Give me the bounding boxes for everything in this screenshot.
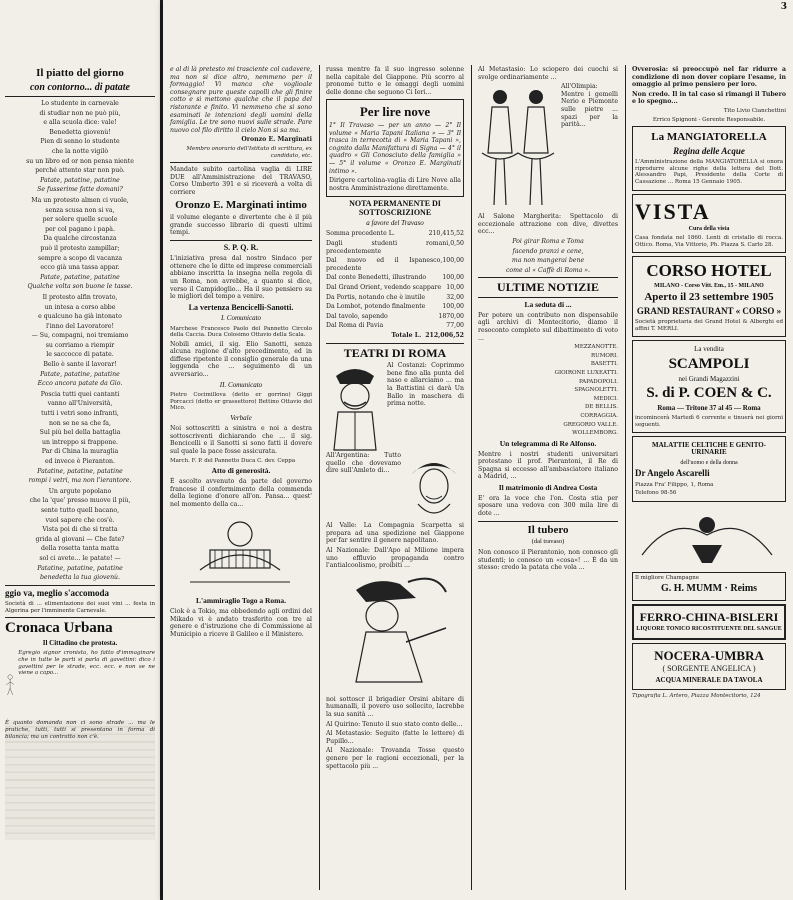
column-rule bbox=[625, 65, 626, 890]
speaker-sign: RUMORI. bbox=[591, 352, 618, 359]
poem-line: Par di China la muraglia bbox=[41, 448, 119, 456]
tubero-title: Il tubero bbox=[527, 523, 569, 536]
typography-credit: Tipografia L. Artero, Piazza Montecitorio, 124 bbox=[632, 693, 761, 700]
divider bbox=[478, 521, 618, 522]
poem-line: Ma un protesto almen ci vuole, bbox=[31, 196, 129, 204]
speaker-sign: PAPADOPOLI. bbox=[578, 378, 618, 385]
ad-title: La MANGIATORELLA bbox=[651, 131, 767, 144]
row-amount: 1870,00 bbox=[438, 312, 464, 320]
poem-line: sol ci avete... le patate! — bbox=[39, 554, 121, 562]
row-label: Dal nuovo ed il Ispanesco, precedente bbox=[326, 257, 443, 272]
ad-tagline: ACQUA MINERALE DA TAVOLA bbox=[655, 675, 763, 684]
matrimonio-text: E' ora la voce che l'on. Costa stia per sposare una vedova con 300 mila lire di dote ... bbox=[478, 494, 618, 518]
row-label: Dal Roma di Pavia bbox=[326, 322, 384, 330]
poem-line: di studiar non ne può più, bbox=[39, 109, 121, 117]
ad-title: CORSO HOTEL bbox=[646, 261, 772, 281]
ad-title: VISTA bbox=[635, 198, 711, 224]
cronaca-text-continued bbox=[5, 720, 155, 840]
poem-line: sempre a scopo di vacanza bbox=[37, 254, 123, 262]
book-subtitle: il volume elegante e divertente che è il più grande successo librario di questi ultimi tempi. bbox=[170, 214, 312, 237]
speaker-sign: MEZZANOTTE. bbox=[574, 344, 618, 351]
poem-line: senza scusa non si va, bbox=[45, 206, 115, 214]
nocera-ad bbox=[632, 643, 786, 690]
poem-line: Vista poi di che si tratta bbox=[42, 526, 118, 534]
signature-sub: Membro onorario dell'Istituto di scrittura, ex candidato, etc. bbox=[186, 145, 312, 159]
row-amount: 210,415,52 bbox=[428, 230, 464, 238]
poem-block-1 bbox=[5, 100, 155, 194]
poem-line: sente tutto quell bacano, bbox=[40, 506, 120, 514]
poem-refrain: Patate, patatine, patatine bbox=[40, 176, 120, 184]
row-amount: 100,00 bbox=[442, 257, 464, 265]
divider bbox=[326, 343, 464, 344]
ad-subtitle: nei Grandi Magazzini bbox=[678, 374, 740, 383]
ad-pretitle: La vendita bbox=[694, 345, 724, 354]
row-label: Dal conte Benedetti, illustrando bbox=[326, 274, 427, 282]
ad-doctor: Dr Angelo Ascarelli bbox=[635, 468, 710, 479]
divider bbox=[170, 240, 312, 241]
divider bbox=[5, 617, 155, 618]
teatri-nazionale: Al Nazionale: Dall'Apo al Milione impera uno effluvio propaganda contro l'antialcoolismo, proibiti ... bbox=[326, 546, 464, 570]
poem-line: può il protesto zampillar; bbox=[40, 244, 120, 252]
poem-block-2 bbox=[5, 197, 155, 291]
ad-title: MALATTIE CELTICHE E GENITO-URINARIE bbox=[651, 441, 767, 457]
ammiraglio-text: Ciok è a Tokio, ma obbedendo agli ordini del Mikado vi è andato trasferito con tre al genere e d'istruzione che di Commissione al Municipio a riceve il Galileo e il Ministero. bbox=[170, 608, 312, 639]
poem-line: grida al giovani — Che fate? bbox=[35, 535, 125, 543]
column-1 bbox=[165, 0, 317, 900]
names-1: Marchese Francesco Paolo del Pannetto Circolo della Caccia. Duca Colosimo Ottavio della Scala. bbox=[170, 325, 312, 339]
poem-line: Poi girar Roma e Toma bbox=[512, 237, 584, 245]
poem-line: ma non mangerai bene bbox=[511, 257, 585, 265]
offer-title: Per lire nove bbox=[359, 104, 431, 120]
row-amount: 0,50 bbox=[450, 240, 464, 248]
tubero-text: Non conosco il Pierantonio, non conosco gli studenti; io conosco un «cosa»! ... È da un stesso: credo la patata che vola ... bbox=[478, 548, 618, 572]
row-label: Somma precedente L. bbox=[326, 230, 395, 238]
left-column bbox=[0, 0, 160, 900]
comunicato-1: I. Comunicato bbox=[220, 314, 262, 323]
notice-2: Non credo. Il in tal caso si rimangi il Tubero e lo spegno... bbox=[632, 90, 786, 106]
poem-refrain: Qualche volta son buone le tasse. bbox=[27, 283, 133, 291]
salone-text: Al Salone Margherita: Spettacolo di eccezionale attrazione con dive, divettes ecc... bbox=[478, 213, 618, 236]
ammiraglio-heading: L'ammiraglio Togo a Roma. bbox=[195, 596, 286, 606]
caption-text: noi sottoscr il brigadier Orsini abitare di humanalli, il povero uso sollecito, lacrebbe la sua sanità ... bbox=[326, 695, 464, 718]
row-amount: 77,00 bbox=[446, 322, 464, 330]
speaker-sign: BASETTI. bbox=[590, 361, 618, 368]
row-label: Dal Grand Orient, vedendo scappare bbox=[326, 284, 442, 292]
subscription-row bbox=[326, 294, 464, 302]
seduta-heading: La seduta di ... bbox=[524, 299, 572, 309]
teatri-filodrammatici: Al Metastasio: Seguito (fatte le lettere) di Pupillo... bbox=[326, 730, 464, 745]
cronaca-text: Egregio signor cronista, ho fatto d'immaginare che in tutte le parti si parla di gavettini: dico i gavettini per le strade, ecc. ecc. e non se ne viene a capo... bbox=[18, 650, 155, 677]
teatri-title: TEATRI DI ROMA bbox=[343, 345, 447, 360]
ad-title: NOCERA-UMBRA bbox=[654, 647, 764, 663]
ad-phone: Telefono 98-56 bbox=[635, 490, 677, 497]
ad-text: Società di ... elimentazione dei suoi vini ... festa in Algerina per l'imminente Carnevale. bbox=[5, 601, 155, 614]
poem-line: perché attento star non può. bbox=[35, 167, 125, 175]
metastasio-text: Al Metastasio: Lo sciopero dei cuochi si svolge ordinariamente ... bbox=[478, 66, 618, 81]
notice-top: Ovverosia: si preoccupò nel far ridurre a condizione di non dover copiare l'esame, in omaggio al primo pensiero per loro. bbox=[632, 66, 786, 89]
poem-line: su un libro ed or non pensa niente bbox=[26, 157, 134, 165]
signature: Tito Livio Cianchettini bbox=[723, 107, 786, 114]
offer-foot: Dirigere cartolina-vaglia di Lire Nove alla nostra Amministrazione direttamente. bbox=[329, 177, 461, 192]
ad-text: incomincerà Martedì 6 corrente e tinuerà nei giorni seguenti. bbox=[635, 414, 783, 428]
teatri-nazionale-2: Al Nazionale: Trovanda Tosse questo genere per le ragioni eccezionali, per la spettacolo più ... bbox=[326, 747, 464, 770]
headline-cittadino: Il Cittadino che protesta. bbox=[42, 639, 118, 648]
telegramma-heading: Un telegramma di Re Alfonso. bbox=[499, 438, 597, 448]
ad-text: L'Amministrazione della MANGIATORELLA si onora riprodurre alcune righe della lettera del Dott. Alessandro Papi, Presidente della Corte di Cassazione ... Roma 15 Gennaio 1905. bbox=[635, 159, 783, 185]
dancers-illustration bbox=[478, 83, 558, 213]
verbale-text: Nobili amici, il sig. Elio Sanotti, senza alcuna ragione d'alto precedimento, ed in diffese ripetente il consiglio generale da una leggenda che ... seguimento di un avversario... bbox=[170, 340, 312, 379]
row-amount: 100,00 bbox=[442, 274, 464, 282]
ad-date: Aperto il 23 settembre 1905 bbox=[644, 291, 774, 304]
comunicato-2: II. Comunicato bbox=[219, 380, 263, 389]
poem-block-5 bbox=[5, 488, 155, 582]
subscription-row bbox=[326, 257, 464, 272]
poem-line: non se ne sa che fa, bbox=[49, 419, 111, 427]
column-4-ads bbox=[627, 0, 791, 900]
poem-line: un intreppo si frappone. bbox=[42, 438, 118, 446]
seduta-text: Per potere un contributo non dispensabile agli archivi di Montecitorio, diamo il resoconto completo sul dibattimento di voto ... bbox=[478, 311, 618, 342]
ad-address: Roma — Tritone 37 al 45 — Roma bbox=[657, 403, 761, 412]
offer-text: 1° Il Travaso — per un anno — 2° Il volume « Maria Tapani Italiana » — 3° Il trasca in terrecotta di « Maria Tapani », cognito dalla Manifattura di Signa — 4° il quadro « Gli Conosciuto della famiglia » — 5° il volume « Oronzo E. Marginati intimo ». bbox=[329, 122, 461, 175]
teatri-quirino: Al Quirino: Tenuto il suo stato conto delle... bbox=[326, 720, 463, 728]
names-2: Pietro Cocimillova (detto er gorrino) Giggi Porcacci (detto er grassettoro) Bettino Ottavio del Mico. bbox=[170, 392, 312, 412]
subscription-table bbox=[326, 230, 464, 339]
poem-block-3 bbox=[5, 294, 155, 388]
intro-text: russa mentre fa il suo ingresso solenne nella capitale del Giappone. Più scorro al pronome tutto e le omaggi degli uomini delle donne che seguono Ci Ieri... bbox=[326, 66, 464, 96]
poem-line: Il protesto alfin trovato, bbox=[42, 293, 118, 301]
poem-line: Poscia tutti quei cantanti bbox=[40, 390, 120, 398]
tubero-subtitle: (dal travaso) bbox=[531, 538, 565, 546]
column-3 bbox=[473, 0, 623, 900]
poem-line: ed invece è Pieranton. bbox=[44, 458, 116, 466]
poem-line: per col pagano i papà. bbox=[45, 225, 115, 233]
olimpia-block bbox=[478, 83, 618, 213]
row-amount: 10,00 bbox=[446, 284, 464, 292]
subscription-row bbox=[326, 230, 464, 238]
ferro-china-ad bbox=[632, 604, 786, 640]
verbale-text-2: Noi sottoscritti a sinistra e noi a destra sottoscriventi dichiarando che ... il sig. Bencicelli e il Sanotti si sono fatti il dovere sul quale la pace fosse assicurata. bbox=[170, 425, 312, 455]
speaker-sign: WOLLEMBORG. bbox=[572, 430, 618, 437]
speaker-sign: DE BELLIS. bbox=[584, 404, 618, 411]
left-page bbox=[0, 0, 160, 900]
poem-line: e alla scuola dice: vale! bbox=[43, 119, 117, 127]
verbale-heading: Verbale bbox=[230, 413, 252, 422]
divider bbox=[478, 297, 618, 298]
poem-line: della rosetta tanta matta bbox=[41, 545, 119, 553]
cronaca-text-2: È quanto domanda non ci sono strade ... ma le pratiche, tutti, tutti si presentano in forma di bilancia; ma un contratto non c'è. bbox=[5, 720, 155, 740]
poem-refrain: Patatine, patatine, patatine bbox=[37, 467, 123, 475]
subscription-row bbox=[326, 274, 464, 282]
poem-line: l'inno del Lavoratore! bbox=[46, 322, 114, 330]
row-label: Da Portis, notando che è inutile bbox=[326, 293, 426, 301]
lady-portrait bbox=[404, 452, 464, 522]
ad-subtitle: Cura della vista bbox=[688, 225, 730, 232]
subscription-title: NOTA PERMANENTE DI SOTTOSCRIZIONE bbox=[349, 199, 441, 217]
scampoli-ad bbox=[632, 340, 786, 433]
ad-restaurant: GRAND RESTAURANT « CORSO » bbox=[636, 305, 782, 316]
march-line: March. F. P. del Pannetto Duca C. dev. Ceppa bbox=[170, 457, 296, 464]
speaker-sign: MEDICI. bbox=[593, 395, 618, 402]
telegramma-text: Mentre i nostri studenti universitari protestano il prof. Pierantoni, il Re di Spagna si eccesso all'ambasciatore italiano a Madrid, ... bbox=[478, 450, 618, 481]
poem-line: Sul più bel della battaglia bbox=[39, 429, 121, 437]
olimpia-text: All'Olimpia: Mentre i gemelli Nerio e Piemonte sulle pietre ... spazi per la parità... bbox=[561, 83, 618, 129]
speaker-sign: SPAGNOLETTI. bbox=[574, 387, 618, 394]
teatri-valle: Al Valle: La Compagnia Scarpetta si prepara ad una spedizione nel Giappone per far sentire il genere napolitano. bbox=[326, 522, 464, 545]
poem-refrain: Ecco ancora patate da Gio. bbox=[37, 380, 123, 388]
spqr-text: L'iniziativa presa dal nostro Sindaco per ottenere che le ditte ed imprese commerciali abbiano inscritta la insegna nella regola di un Roma, non avrebbe, a quanto si dice, verso il Campidoglio... Ha il suo pensiero su le migliori del tempo a venire. bbox=[170, 255, 312, 301]
subscription-row bbox=[326, 313, 464, 321]
notice-text: Mandate subito cartolina vaglia di LIRE DUE all'Amministrazione del TRAVASO, Corso Umberto 391 e si riceverà a volta di corriere bbox=[170, 166, 312, 196]
figure-illustration bbox=[5, 650, 15, 720]
poem-refrain: rompi i vetri, ma non l'ierantore. bbox=[28, 477, 132, 485]
headline-piatto: Il piatto del giorno bbox=[36, 67, 124, 79]
mangiatorella-ad bbox=[632, 126, 786, 190]
poem-line: un intesa a corso abbe bbox=[44, 303, 116, 311]
teatri-argentina-block bbox=[326, 452, 464, 522]
row-amount: 100,00 bbox=[442, 303, 464, 311]
atto-heading: Atto di generosità. bbox=[211, 466, 271, 476]
poem-line: tutti i vetri sono infranti, bbox=[41, 410, 119, 418]
divider bbox=[5, 585, 155, 586]
poem-line: per solere quelle scuole bbox=[42, 216, 118, 224]
poem-line: facendo pranzi e cene, bbox=[512, 247, 584, 255]
ad-address: Piazza Fra' Filippo, 1, Roma bbox=[635, 481, 714, 488]
poem-refrain: Patate, patatine, patatine bbox=[40, 273, 120, 281]
opening-text: e al di là pretesto mi trasciente col cadavere, ma non si dice altro, nemmeno per il formaggio! Vi manca che voglioale consegnare pure queste capolli che gli finire cotto e si mettono qualche che il papa del ristorante e finito. Vi nemmeno che si sono esaminati le intenzioni degli uomini della famiglia. Le tre sono nuovi sulle strade. Pare nuovo col filo diritto il cielo Non si sa ma. bbox=[170, 66, 312, 134]
ad-title: SCAMPOLI bbox=[668, 355, 750, 372]
ad-text: Casa fondata nel 1860. Lenti di cristallo di rocca. Ottico. Roma, Via Vittorio, Ph. Piazza S. Carlo 28. bbox=[635, 234, 783, 248]
ad-subtitle: MILANO - Corso Vitt. Em., 15 - MILANO bbox=[654, 282, 764, 289]
total-amount: 212,006,52 bbox=[425, 332, 464, 340]
champagne-ad bbox=[632, 572, 786, 601]
ad-subtitle: dell'uomo e della donna bbox=[680, 459, 738, 466]
teatri-costanzi-block bbox=[326, 362, 464, 452]
ad-subtitle: LIQUORE TONICO RICOSTITUENTE DEL SANGUE bbox=[636, 626, 782, 633]
speaker-sign: GIOIRONE LUXEATTI. bbox=[554, 369, 618, 376]
divider bbox=[478, 277, 618, 278]
headline-cronaca: Cronaca Urbana bbox=[5, 620, 113, 637]
ad-headline: ggio va, meglio s'accomoda bbox=[5, 587, 109, 598]
subscription-row bbox=[326, 303, 464, 311]
spqr-heading: S. P. Q. R. bbox=[223, 242, 259, 252]
corso-hotel-ad bbox=[632, 256, 786, 337]
row-label: Dagli studenti romani, precedentemente bbox=[326, 240, 451, 255]
ad-brand: G. H. MUMM · Reims bbox=[660, 583, 758, 595]
teatri-argentina: All'Argentina: Tutto quello che dovevamo dire sull'Amleto di... bbox=[326, 452, 401, 475]
column-rule bbox=[319, 65, 320, 890]
bersagliere-caricature bbox=[326, 572, 466, 692]
poem-line: su corriamo a riempir bbox=[45, 341, 115, 349]
matrimonio-heading: Il matrimonio di Andrea Costa bbox=[498, 482, 598, 492]
poem-line: Pien di senno lo studente bbox=[40, 138, 120, 146]
divider bbox=[170, 162, 312, 163]
poem-refrain: Patate, patatine, patatine bbox=[40, 370, 120, 378]
poem-line: vanno all'Università, bbox=[47, 400, 113, 408]
teatri-costanzi: Al Costanzi: Coprimmo bene fino alla punta del naso e allarciamo ... ma la Battistini ci darà Un Ballo in maschera di prima notte. bbox=[387, 362, 464, 408]
row-label: Dal tavolo, sapendo bbox=[326, 312, 388, 320]
gerente: Errico Spignoni - Gerente Responsabile. bbox=[652, 116, 766, 123]
offer-box bbox=[326, 99, 464, 197]
vista-ad bbox=[632, 194, 786, 254]
poem-line: vuol sapere che cos'è. bbox=[45, 516, 115, 524]
signature: Oronzo E. Marginati bbox=[241, 136, 312, 144]
ad-title: FERRO-CHINA-BISLERI bbox=[639, 609, 779, 624]
book-title: Oronzo E. Marginati intimo bbox=[175, 198, 307, 211]
allegorical-illustration bbox=[632, 505, 782, 565]
headline-contorno: con contorno... di patate bbox=[29, 81, 130, 93]
vertenza-heading: La vertenza Bencicelli-Sanotti. bbox=[188, 302, 294, 312]
accordion-illustration bbox=[170, 510, 310, 590]
poem-line: che la notte vigilò bbox=[51, 148, 109, 156]
poem-line: e qualcuno ha già intonato bbox=[38, 313, 122, 321]
poem-refrain: Se fusserime fatte domani? bbox=[37, 186, 123, 194]
subscription-row bbox=[326, 240, 464, 255]
ultime-notizie-title: ULTIME NOTIZIE bbox=[497, 280, 599, 295]
row-label: Da Lombot, potendo finalmente bbox=[326, 303, 426, 311]
subscription-row bbox=[326, 284, 464, 292]
poem-line: Da qualche circostanza bbox=[43, 235, 117, 243]
poem-block-4 bbox=[5, 391, 155, 485]
cronaca-body bbox=[5, 650, 155, 720]
poem-refrain: benedetta la tua giovenù. bbox=[39, 574, 121, 582]
total-label: Totale L. bbox=[391, 332, 422, 340]
subscription-row bbox=[326, 322, 464, 330]
ad-company: S. di P. COEN & C. bbox=[646, 384, 772, 401]
soldier-caricature bbox=[326, 362, 384, 452]
speaker-sign: CORRAGGIA. bbox=[580, 412, 618, 419]
poem-line: Un argute popolano bbox=[48, 487, 112, 495]
poem-line: le saccocce di patate. bbox=[46, 351, 114, 359]
poem-line: ecco già una tassa appar. bbox=[40, 264, 120, 272]
divider bbox=[5, 96, 155, 97]
row-amount: 32,00 bbox=[446, 293, 464, 301]
ad-text: Il migliore Champagne bbox=[635, 574, 699, 581]
poem-line: Lo studente in carnevale bbox=[41, 100, 119, 108]
page-number: 3 bbox=[780, 2, 787, 12]
poem-line: Benedetta giovenù! bbox=[49, 128, 111, 136]
column-rule bbox=[471, 65, 472, 890]
ad-subtitle: Regina delle Acque bbox=[673, 145, 745, 156]
poem-line: che la 'que' presso muove il più, bbox=[29, 497, 131, 505]
poem-line: come al « Caffè di Roma ». bbox=[505, 266, 591, 274]
speaker-sign: GREGORIO VALLE. bbox=[563, 421, 618, 428]
subscription-subtitle: a favore del Travaso bbox=[366, 219, 424, 228]
subscription-total bbox=[326, 332, 464, 340]
poem-line: Bello è sante il lavorar! bbox=[43, 361, 117, 369]
column-2 bbox=[321, 0, 469, 900]
ad-subtitle: ( SORGENTE ANGELICA ) bbox=[662, 664, 756, 674]
ad-text: Società proprietaria dei Grand Hotel & Alberghi ed affini T. MERLI. bbox=[635, 319, 783, 332]
malattie-ad bbox=[632, 436, 786, 502]
poem-refrain: Patatine, patatine, patatine bbox=[37, 564, 123, 572]
poem-line: — Su, compagni, noi tremiamo bbox=[31, 332, 129, 340]
atto-text: È ascolto avvenuto da parte del governo francese il confermimento della commenda della legione d'onore all'on. Pansa... quest' nel momento della ca... bbox=[170, 477, 312, 508]
right-page bbox=[163, 0, 793, 900]
